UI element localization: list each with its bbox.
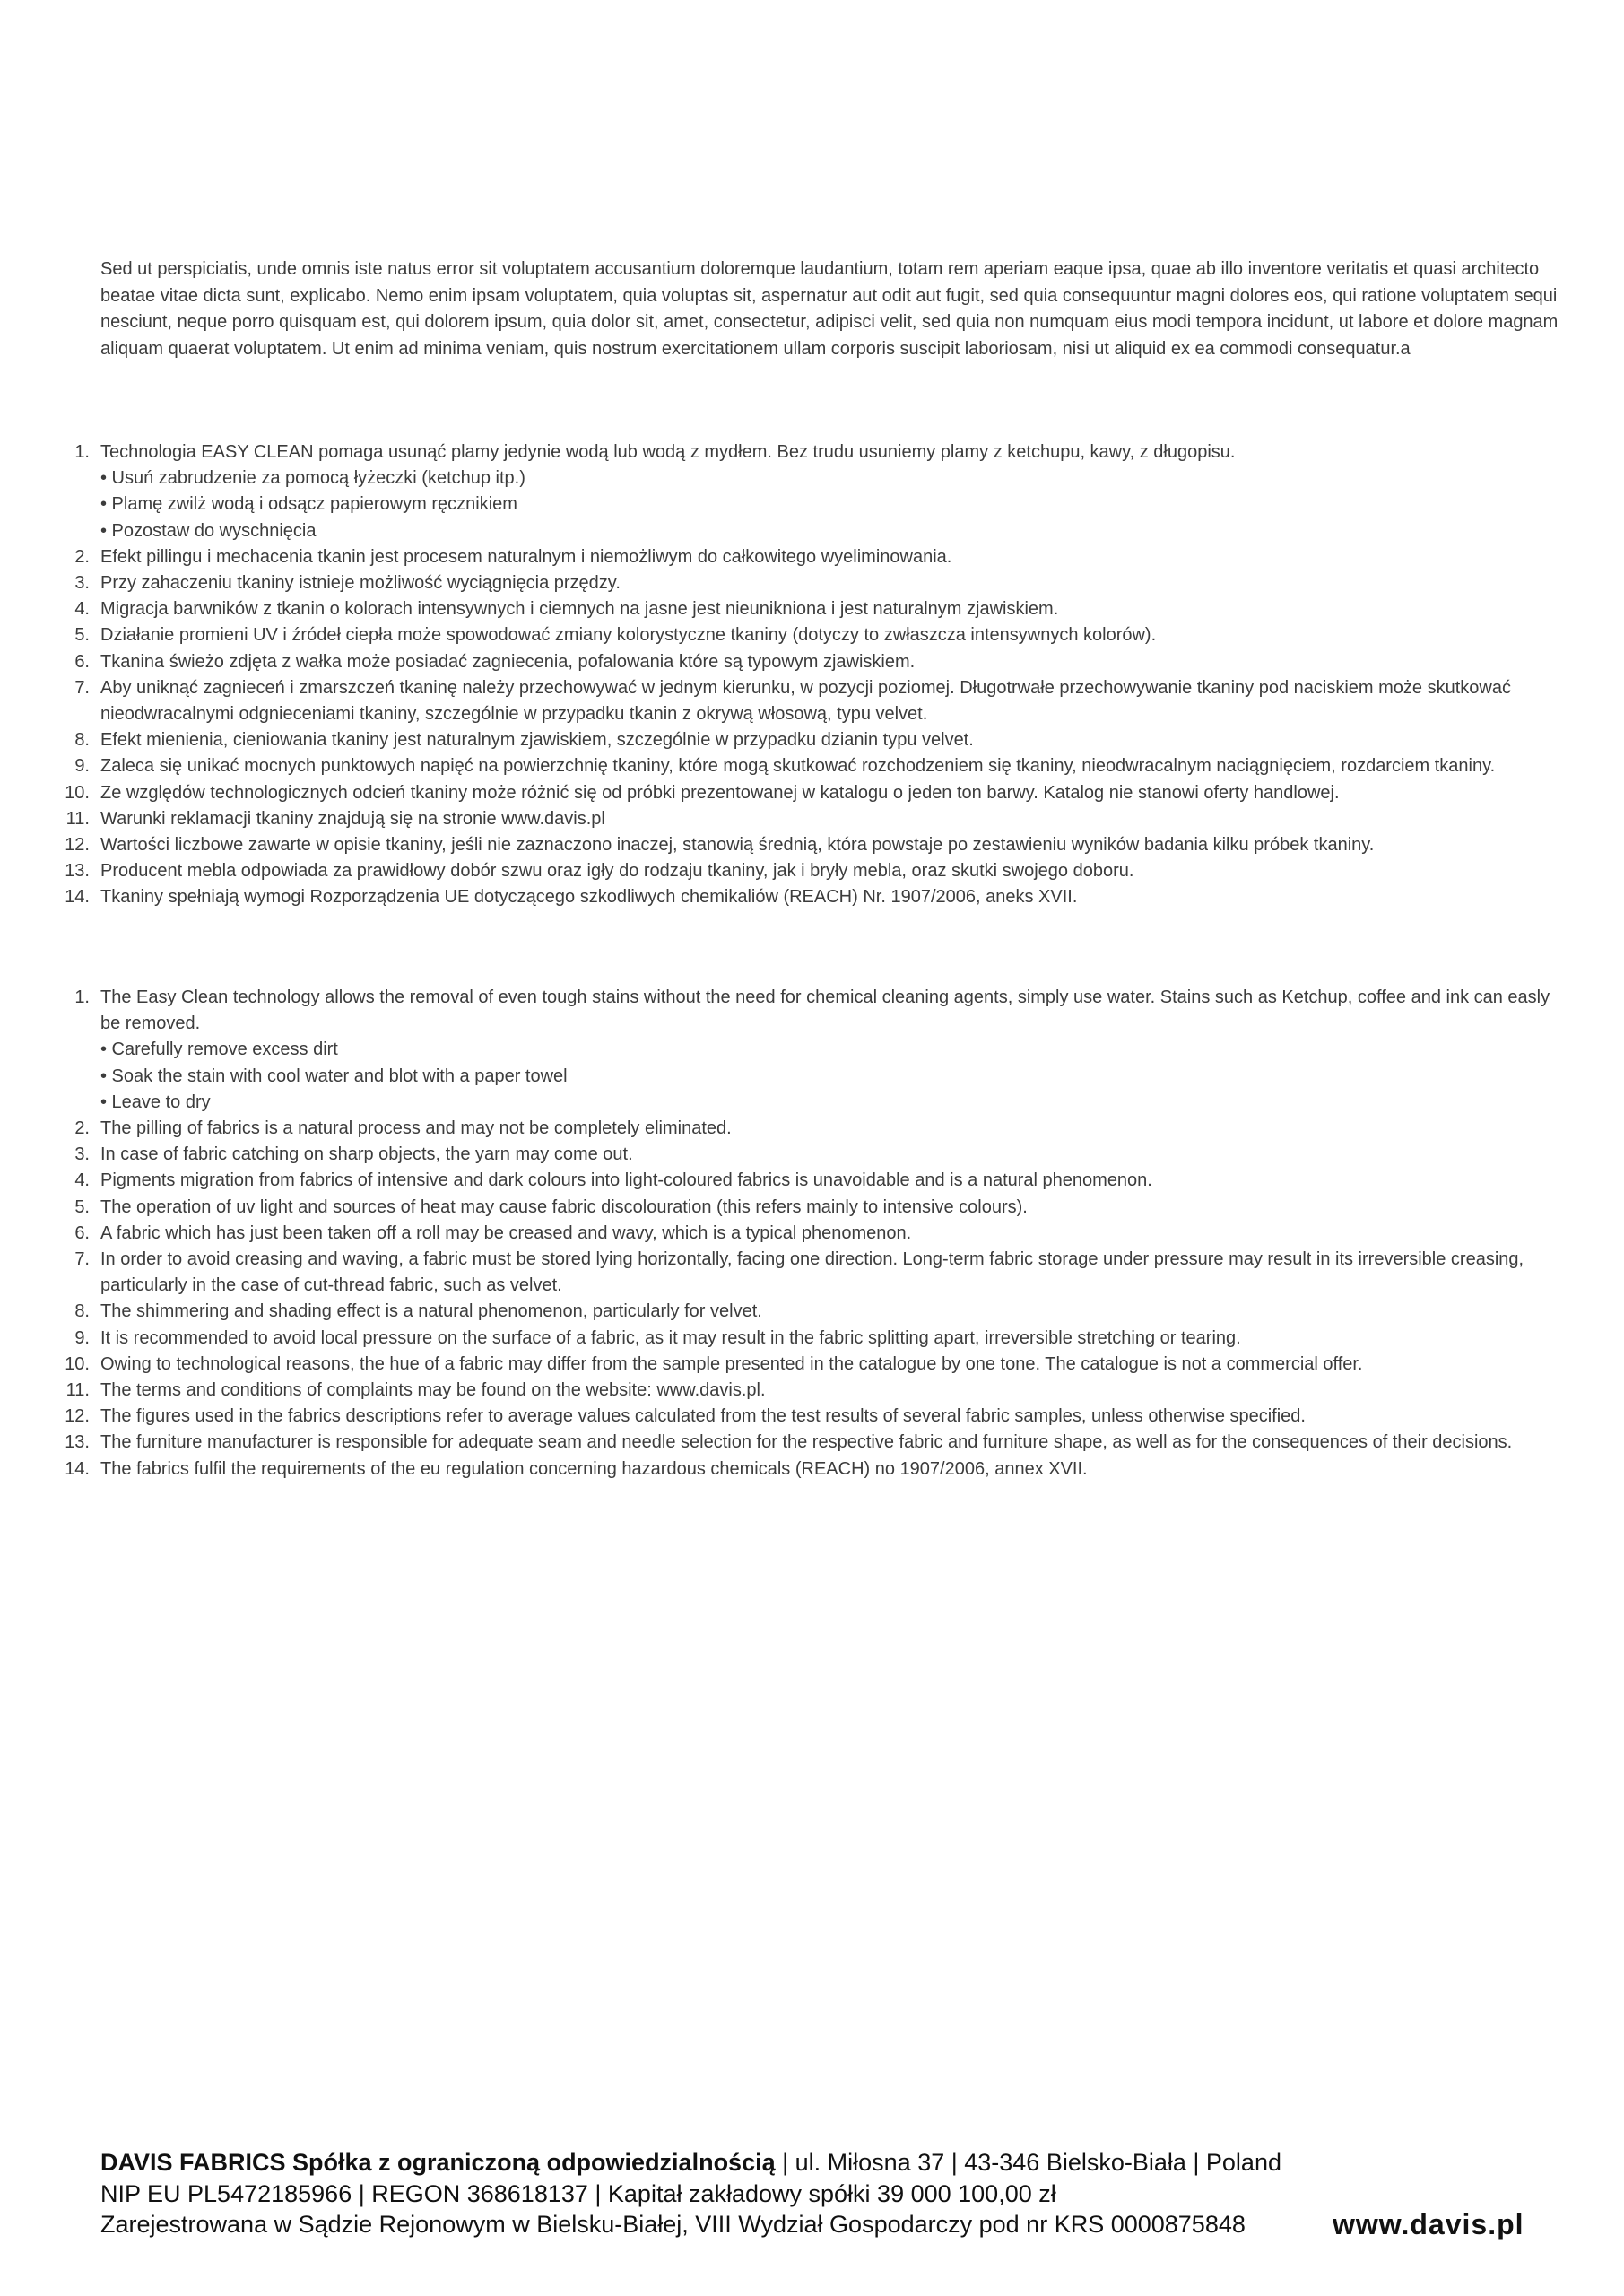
note-item: [74, 1247, 1571, 1299]
note-number: 4.: [74, 1170, 90, 1191]
note-item: [65, 832, 1571, 858]
note-text: The fabrics fulfil the requirements of the eu regulation concerning hazardous chemicals (REACH) no 1907/2006, annex XVII.: [100, 1458, 1088, 1479]
note-item: [74, 544, 1571, 570]
note-item: [74, 596, 1571, 622]
footer: [100, 2147, 1535, 2240]
note-text: The figures used in the fabrics descriptions refer to average values calculated from the test results of several fabric samples, unless otherwise specified.: [100, 1406, 1306, 1427]
notes-english-list: [65, 985, 1571, 1483]
note-sub-list: [100, 1037, 1571, 1116]
note-number: 13.: [65, 1432, 90, 1453]
note-text: Zaleca się unikać mocnych punktowych napięć na powierzchnię tkaniny, które mogą skutkować rozchodzeniem się tkaniny, nieodwracalnym naciągnięciem, rozdarciem tkaniny.: [100, 756, 1496, 777]
note-sub-item: • Plamę zwilż wodą i odsącz papierowym ręcznikiem: [100, 494, 517, 515]
note-text: A fabric which has just been taken off a roll may be creased and wavy, which is a typical phenomenon.: [100, 1222, 912, 1243]
note-item: [74, 1326, 1571, 1352]
note-item: [65, 1352, 1571, 1378]
note-number: 7.: [74, 677, 90, 698]
note-number: 9.: [74, 1327, 90, 1348]
note-number: 1.: [74, 987, 90, 1007]
note-text: Tkanina świeżo zdjęta z wałka może posiadać zagniecenia, pofalowania które są typowym zjawiskiem.: [100, 651, 916, 672]
notes-english: [65, 985, 1571, 1483]
company-address: | ul. Miłosna 37 | 43-346 Bielsko-Biała | Poland: [775, 2149, 1281, 2176]
note-item: [74, 985, 1571, 1116]
note-number: 11.: [65, 1380, 90, 1401]
note-item: [65, 806, 1571, 832]
note-item: [65, 780, 1571, 806]
note-text: Działanie promieni UV i źródeł ciepła może spowodować zmiany kolorystyczne tkaniny (dotyczy to zwłaszcza intensywnych kolorów).: [100, 625, 1157, 646]
note-item: [74, 727, 1571, 753]
note-number: 2.: [74, 546, 90, 567]
note-text: Efekt pillingu i mechacenia tkanin jest procesem naturalnym i niemożliwym do całkowitego wyeliminowania.: [100, 546, 952, 567]
note-item: [74, 570, 1571, 596]
footer-line-2: NIP EU PL5472185966 | REGON 368618137 | Kapitał zakładowy spółki 39 000 100,00 zł: [100, 2179, 1056, 2207]
note-number: 8.: [74, 1301, 90, 1322]
notes-polish-list: [65, 439, 1571, 911]
note-text: Przy zahaczeniu tkaniny istnieje możliwość wyciągnięcia przędzy.: [100, 573, 621, 594]
note-text: Ze względów technologicznych odcień tkaniny może różnić się od próbki prezentowanej w katalogu o jeden ton barwy. Katalog nie stanowi oferty handlowej.: [100, 782, 1340, 803]
note-text: The Easy Clean technology allows the removal of even tough stains without the need for chemical cleaning agents, simply use water. Stains such as Ketchup, coffee and ink can easly be removed.: [100, 987, 1550, 1034]
note-item: [74, 1168, 1571, 1194]
note-text: Producent mebla odpowiada za prawidłowy dobór szwu oraz igły do rodzaju tkaniny, jak i bryły mebla, oraz skutki swojego doboru.: [100, 861, 1134, 882]
note-number: 8.: [74, 730, 90, 751]
note-item: [74, 675, 1571, 727]
note-number: 9.: [74, 756, 90, 777]
note-number: 4.: [74, 599, 90, 620]
note-number: 5.: [74, 1196, 90, 1217]
note-text: It is recommended to avoid local pressure on the surface of a fabric, as it may result in the fabric splitting apart, irreversible stretching or tearing.: [100, 1327, 1241, 1348]
note-text: Warunki reklamacji tkaniny znajdują się na stronie www.davis.pl: [100, 808, 605, 829]
note-number: 13.: [65, 861, 90, 882]
note-text: Tkaniny spełniają wymogi Rozporządzenia UE dotyczącego szkodliwych chemikaliów (REACH) Nr. 1907/2006, aneks XVII.: [100, 887, 1078, 908]
note-item: [74, 1221, 1571, 1247]
note-text: In order to avoid creasing and waving, a fabric must be stored lying horizontally, facing one direction. Long-term fabric storage under pressure may result in its irreversible creasing, particularly in the case of cut-thread fabric, such as velvet.: [100, 1249, 1524, 1296]
note-number: 3.: [74, 1144, 90, 1165]
note-text: The shimmering and shading effect is a natural phenomenon, particularly for velvet.: [100, 1301, 762, 1322]
note-number: 6.: [74, 1222, 90, 1243]
note-item: [74, 622, 1571, 648]
note-number: 12.: [65, 1406, 90, 1427]
footer-line-1: [100, 2147, 1535, 2179]
note-text: The terms and conditions of complaints may be found on the website: www.davis.pl.: [100, 1380, 766, 1401]
note-number: 14.: [65, 887, 90, 908]
note-number: 10.: [65, 782, 90, 803]
note-sub-item: • Usuń zabrudzenie za pomocą łyżeczki (ketchup itp.): [100, 468, 525, 489]
note-text: In case of fabric catching on sharp objects, the yarn may come out.: [100, 1144, 633, 1165]
note-item: [74, 1299, 1571, 1325]
note-sub-list: [100, 465, 1571, 544]
note-sub-item: • Soak the stain with cool water and blot with a paper towel: [100, 1065, 568, 1086]
note-number: 1.: [74, 442, 90, 462]
note-item: [74, 1142, 1571, 1168]
note-text: Owing to technological reasons, the hue of a fabric may differ from the sample presented in the catalogue by one tone. The catalogue is not a commercial offer.: [100, 1353, 1363, 1374]
note-item: [65, 858, 1571, 884]
note-number: 12.: [65, 835, 90, 856]
note-text: Wartości liczbowe zawarte w opisie tkaniny, jeśli nie zaznaczono inaczej, stanowią średnią, która powstaje po zestawieniu wyników badania kilku próbek tkaniny.: [100, 835, 1375, 856]
note-number: 11.: [65, 808, 90, 829]
note-item: [74, 439, 1571, 544]
notes-polish: [65, 439, 1571, 911]
note-text: Technologia EASY CLEAN pomaga usunąć plamy jedynie wodą lub wodą z mydłem. Bez trudu usuniemy plamy z ketchupu, kawy, z długopisu.: [100, 442, 1236, 462]
note-item: [74, 1116, 1571, 1142]
intro-paragraph: Sed ut perspiciatis, unde omnis iste natus error sit voluptatem accusantium doloremque laudantium, totam rem aperiam eaque ipsa, quae ab illo inventore veritatis et quasi architecto beatae vitae dicta sunt, explicabo. Nemo enim ipsam voluptatem, quia voluptas sit, aspernatur aut odit aut fugit, sed quia consequuntur magni dolores eos, qui ratione voluptatem sequi nesciunt, neque porro quisquam est, qui dolorem ipsum, quia dolor sit, amet, consectetur, adipisci velit, sed quia non numquam eius modi tempora incidunt, ut labore et dolore magnam aliquam quaerat voluptatem. Ut enim ad minima veniam, quis nostrum exercitationem ullam corporis suscipit laboriosam, nisi ut aliquid ex ea commodi consequatur.a: [100, 259, 1559, 359]
note-sub-item: • Carefully remove excess dirt: [100, 1039, 338, 1060]
note-number: 2.: [74, 1118, 90, 1139]
company-name: DAVIS FABRICS Spółka z ograniczoną odpowiedzialnością: [100, 2149, 776, 2176]
note-text: Efekt mienienia, cieniowania tkaniny jest naturalnym zjawiskiem, szczególnie w przypadku dzianin typu velvet.: [100, 730, 974, 751]
note-item: [74, 753, 1571, 779]
note-text: Pigments migration from fabrics of intensive and dark colours into light-coloured fabrics is unavoidable and is a natural phenomenon.: [100, 1170, 1152, 1191]
note-item: [65, 1457, 1571, 1483]
note-sub-item: • Pozostaw do wyschnięcia: [100, 520, 317, 541]
note-item: [65, 884, 1571, 910]
note-item: [74, 1195, 1571, 1221]
note-number: 14.: [65, 1458, 90, 1479]
note-item: [65, 1404, 1571, 1430]
note-item: [74, 649, 1571, 675]
note-item: [65, 1430, 1571, 1456]
note-sub-item: • Leave to dry: [100, 1091, 211, 1112]
note-text: The pilling of fabrics is a natural process and may not be completely eliminated.: [100, 1118, 732, 1139]
note-item: [65, 1378, 1571, 1404]
note-text: The furniture manufacturer is responsible for adequate seam and needle selection for the respective fabric and furniture shape, as well as for the consequences of their decisions.: [100, 1432, 1513, 1453]
note-text: Migracja barwników z tkanin o kolorach intensywnych i ciemnych na jasne jest nieunikniona i jest naturalnym zjawiskiem.: [100, 599, 1059, 620]
note-number: 3.: [74, 573, 90, 594]
footer-line-3: Zarejestrowana w Sądzie Rejonowym w Bielsku-Białej, VIII Wydział Gospodarczy pod nr KRS 0000875848: [100, 2211, 1246, 2238]
note-number: 6.: [74, 651, 90, 672]
note-number: 7.: [74, 1249, 90, 1270]
website-link[interactable]: www.davis.pl: [1333, 2208, 1524, 2240]
note-text: Aby uniknąć zagnieceń i zmarszczeń tkaninę należy przechowywać w jednym kierunku, w pozycji poziomej. Długotrwałe przechowywanie tkaniny pod naciskiem może skutkować nieodwracalnymi odgnieceniami tkaniny, szczególnie w przypadku tkanin z okrywą włosową, typu velvet.: [100, 677, 1511, 725]
note-text: The operation of uv light and sources of heat may cause fabric discolouration (this refers mainly to intensive colours).: [100, 1196, 1028, 1217]
note-number: 10.: [65, 1353, 90, 1374]
note-number: 5.: [74, 625, 90, 646]
